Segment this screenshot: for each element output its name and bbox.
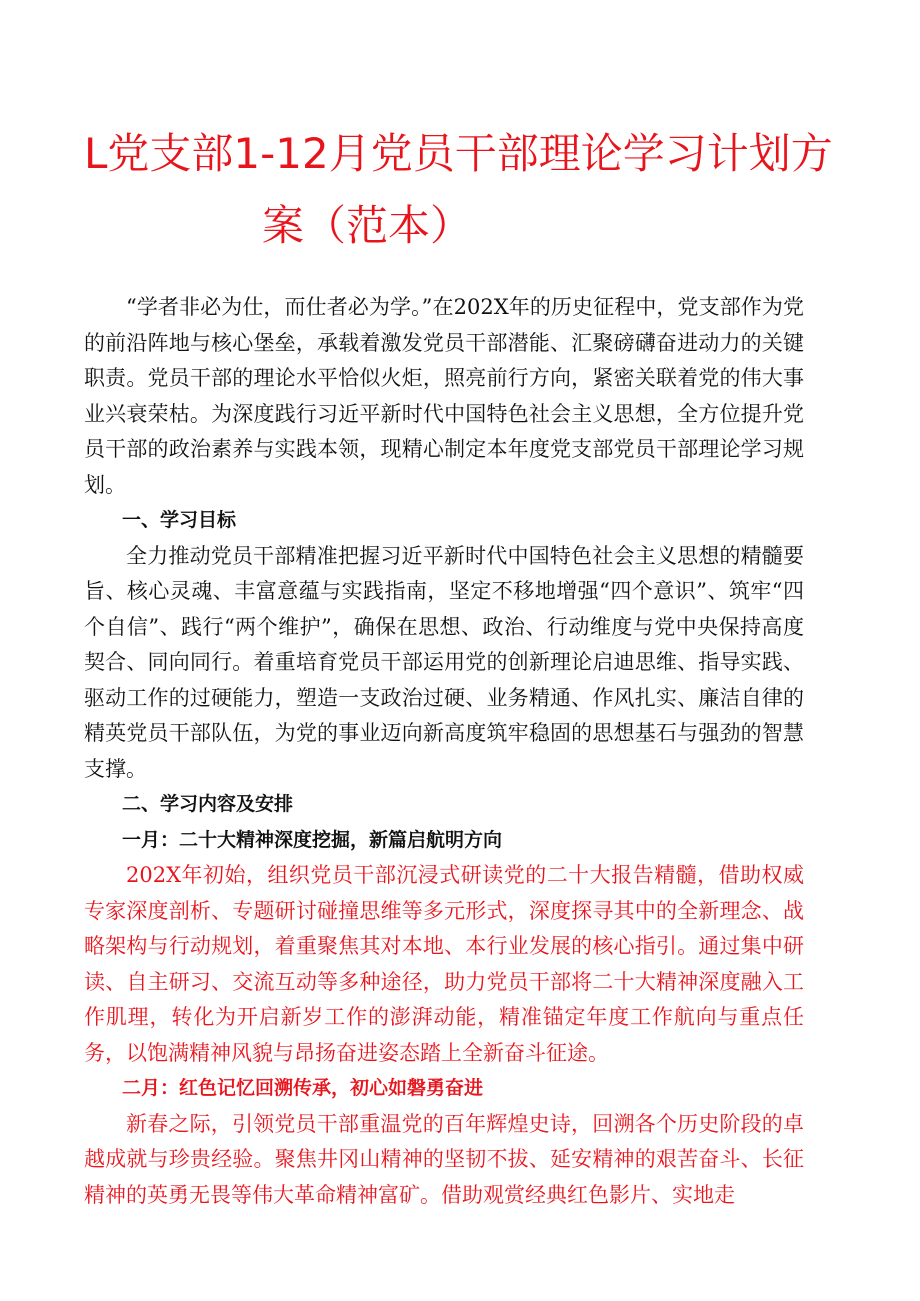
goals-paragraph: 全力推动党员干部精准把握习近平新时代中国特色社会主义思想的精髓要旨、核心灵魂、丰富意蕴与实践指南，坚定不移地增强“四个意识”、筑牢“四个自信”、践行“两个维护”，确保在思想、政治、行动维度与党中央保持高度契合、同向同行。着重培育党员干部运用党的创新理论启迪思维、指导实践、驱动工作的过硬能力，塑造一支政治过硬、业务精通、作风扎实、廉洁自律的精英党员干部队伍，为党的事业迈向新高度筑牢稳固的思想基石与强劲的智慧支撑。 — [84, 543, 804, 781]
section-heading-content: 二、学习内容及安排 — [122, 793, 294, 815]
intro-paragraph: “学者非必为仕，而仕者必为学。”在202X年的历史征程中，党支部作为党的前沿阵地与核心堡垒，承载着激发党员干部潜能、汇聚磅礴奋进动力的关键职责。党员干部的理论水平恰似火炬，照亮前行方向，紧密关联着党的伟大事业兴衰荣枯。为深度践行习近平新时代中国特色社会主义思想，全方位提升党员干部的政治素养与实践本领，现精心制定本年度党支部党员干部理论学习规划。 — [84, 295, 804, 497]
january-heading: 一月：二十大精神深度挖掘，新篇启航明方向 — [122, 828, 503, 851]
february-paragraph: 新春之际，引领党员干部重温党的百年辉煌史诗，回溯各个历史阶段的卓越成就与珍贵经验。聚焦井冈山精神的坚韧不拔、延安精神的艰苦奋斗、长征精神的英勇无畏等伟大革命精神富矿。借助观赏经典红色影片、实地走 — [84, 1111, 804, 1207]
document-title — [84, 118, 844, 262]
february-heading: 二月：红色记忆回溯传承，初心如磐勇奋进 — [122, 1077, 484, 1099]
title-line-1: L党支部1-12月党员干部理论学习计划方 — [84, 129, 833, 178]
section-heading-goals: 一、学习目标 — [122, 509, 237, 531]
document-body — [84, 290, 804, 1213]
january-paragraph: 202X年初始，组织党员干部沉浸式研读党的二十大报告精髓，借助权威专家深度剖析、专题研讨碰撞思维等多元形式，深度探寻其中的全新理念、战略架构与行动规划，着重聚焦其对本地、本行业发展的核心指引。通过集中研读、自主研习、交流互动等多种途径，助力党员干部将二十大精神深度融入工作肌理，转化为开启新岁工作的澎湃动能，精准锚定年度工作航向与重点任务，以饱满精神风貌与昂扬奋进姿态踏上全新奋斗征途。 — [84, 863, 804, 1065]
title-line-2: 案（范本） — [262, 201, 473, 250]
